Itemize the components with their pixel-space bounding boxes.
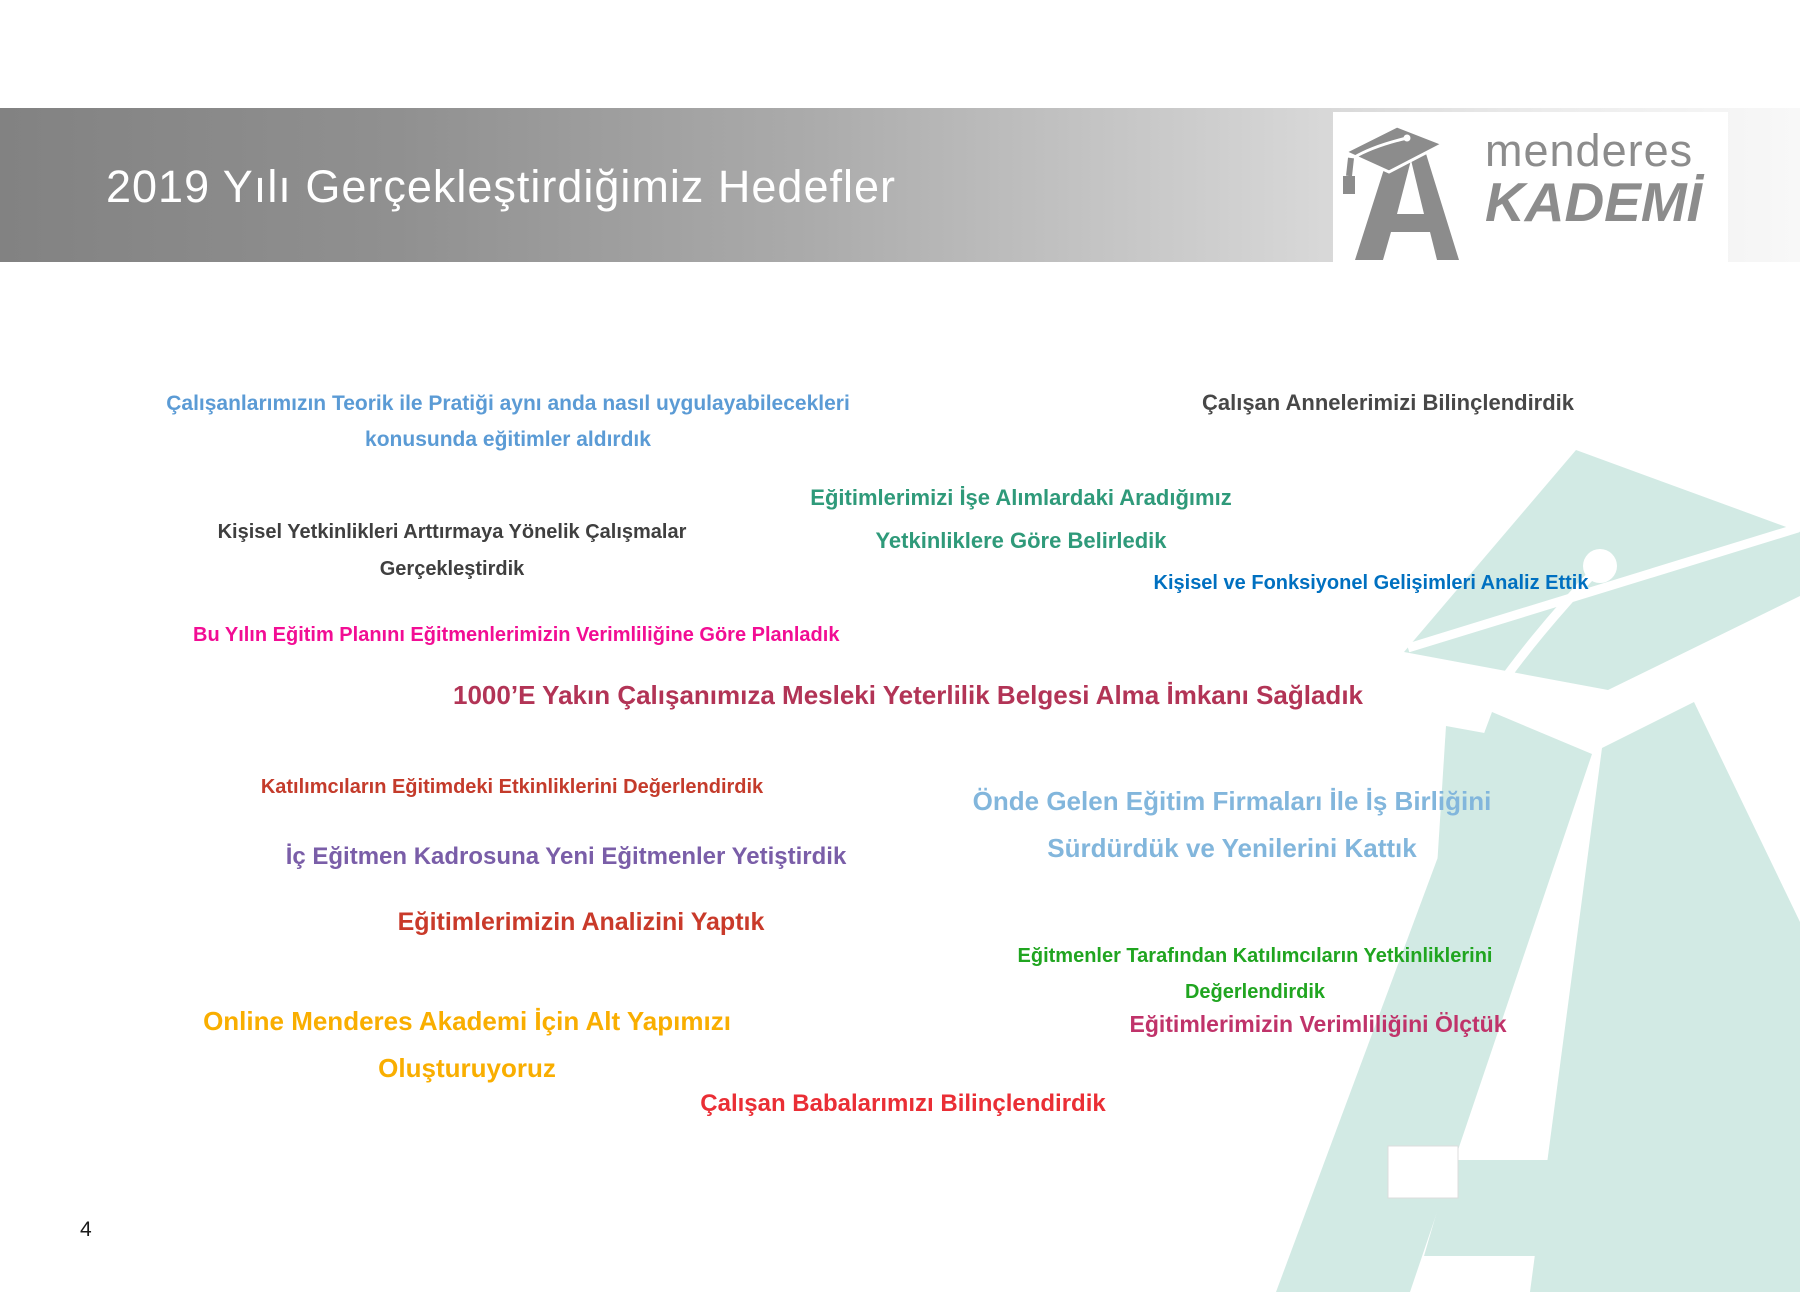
achievement-trainer-evaluation: Eğitmenler Tarafından Katılımcıların Yetkinliklerini Değerlendirdik xyxy=(1017,945,1493,1003)
achievement-efficiency-measurement: Eğitimlerimizin Verimliliğini Ölçtük xyxy=(1129,1011,1507,1037)
page-number: 4 xyxy=(80,1218,92,1241)
achievement-online-academy: Online Menderes Akademi İçin Alt Yapımızı Oluşturuyoruz xyxy=(203,1006,731,1083)
achievement-functional-analysis: Kişisel ve Fonksiyonel Gelişimleri Analiz Ettik xyxy=(1153,572,1589,594)
logo-ladder-a-icon xyxy=(1343,118,1483,260)
logo-brand-akademi: KADEMİ xyxy=(1485,171,1702,233)
achievement-leading-training-firms: Önde Gelen Eğitim Firmaları İle İş Birliğini Sürdürdük ve Yenilerini Kattık xyxy=(972,786,1492,863)
achievement-training-plan-efficiency: Bu Yılın Eğitim Planını Eğitmenlerimizin Verimliliğine Göre Planladık xyxy=(193,624,840,646)
empty-textbox-outline xyxy=(1388,1146,1458,1198)
achievement-recruitment-competencies: Eğitimlerimizi İşe Alımlardaki Aradığımız Yetkinliklere Göre Belirledik xyxy=(810,485,1232,553)
achievement-vocational-certificate: 1000’E Yakın Çalışanımıza Mesleki Yeterlilik Belgesi Alma İmkanı Sağladık xyxy=(453,680,1363,710)
menderes-akademi-logo xyxy=(1333,112,1728,264)
achievement-training-analysis: Eğitimlerimizin Analizini Yaptık xyxy=(397,908,765,936)
achievement-working-mothers: Çalışan Annelerimizi Bilinçlendirdik xyxy=(1201,390,1575,415)
logo-brand-menderes: menderes xyxy=(1485,125,1694,176)
achievement-theory-practice-training: Çalışanlarımızın Teorik ile Pratiği aynı anda nasıl uygulayabilecekleri konusunda eğitimler aldırdık xyxy=(166,392,850,451)
achievement-participant-evaluation: Katılımcıların Eğitimdeki Etkinliklerini Değerlendirdik xyxy=(260,776,764,798)
achievement-personal-competencies: Kişisel Yetkinlikleri Arttırmaya Yönelik Çalışmalar Gerçekleştirdik xyxy=(217,521,687,580)
achievement-working-fathers: Çalışan Babalarımızı Bilinçlendirdik xyxy=(700,1090,1106,1117)
page-title: 2019 Yılı Gerçekleştirdiğimiz Hedefler xyxy=(106,161,896,212)
logo-wordmark xyxy=(1485,125,1702,233)
achievement-internal-trainers: İç Eğitmen Kadrosuna Yeni Eğitmenler Yetiştirdik xyxy=(285,843,847,870)
